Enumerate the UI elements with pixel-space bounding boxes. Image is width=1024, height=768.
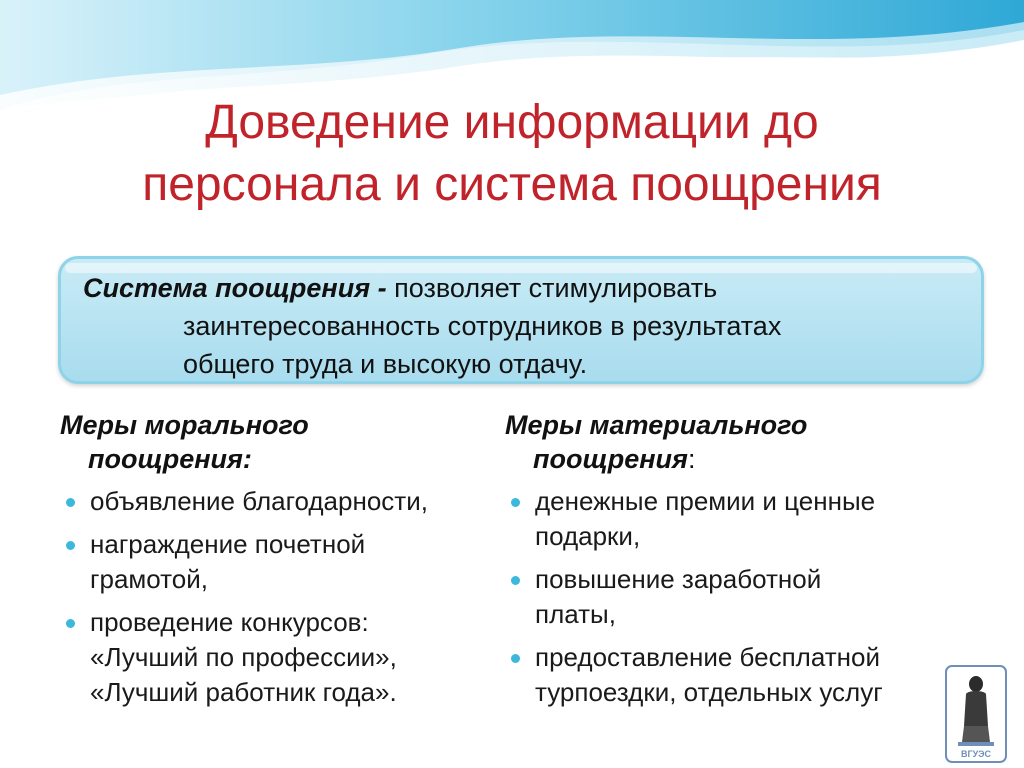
list-item-text: объявление благодарности, (90, 486, 428, 516)
list-item (505, 484, 975, 554)
list-item-text: награждение почетной (90, 529, 366, 559)
moral-list (60, 484, 492, 710)
list-item (60, 605, 492, 710)
list-item-text: «Лучший работник года». (90, 677, 397, 707)
list-item-text: проведение конкурсов: (90, 607, 369, 637)
bullet-icon (66, 619, 75, 628)
bullet-icon (66, 541, 75, 550)
material-heading-line-2-wrap (505, 442, 975, 476)
material-heading-line-1: Меры материального (505, 410, 808, 440)
list-item (60, 527, 492, 597)
material-heading-colon: : (687, 444, 696, 474)
list-item-text: подарки, (535, 521, 641, 551)
list-item (505, 562, 975, 632)
bullet-icon (66, 498, 75, 507)
title-line-1: Доведение информации до (205, 96, 819, 149)
material-measures-column (505, 408, 975, 728)
definition-line-3: общего труда и высокую отдачу. (183, 349, 588, 379)
definition-dash: - (377, 273, 387, 303)
logo-label: ВГУЭС (961, 749, 991, 759)
university-logo-icon (944, 664, 1008, 764)
definition-box (58, 256, 984, 384)
definition-line-2: заинтересованность сотрудников в результатах (183, 311, 782, 341)
title-line-2: персонала и система поощрения (142, 158, 882, 211)
bullet-icon (511, 498, 520, 507)
material-list (505, 484, 975, 710)
list-item-text: денежные премии и ценные (535, 486, 876, 516)
list-item (60, 484, 492, 519)
material-heading (505, 408, 975, 476)
moral-heading (60, 408, 492, 476)
moral-heading-line-1: Меры морального (60, 410, 309, 440)
list-item-text: предоставление бесплатной (535, 642, 880, 672)
moral-heading-line-2: поощрения: (88, 444, 252, 474)
list-item (505, 640, 975, 710)
definition-line-1: позволяет стимулировать (394, 273, 718, 303)
bullet-icon (511, 654, 520, 663)
list-item-text: повышение заработной (535, 564, 822, 594)
list-item-text: турпоездки, отдельных услуг (535, 677, 883, 707)
definition-term: Система поощрения (83, 273, 371, 303)
bullet-icon (511, 576, 520, 585)
list-item-text: грамотой, (90, 564, 208, 594)
material-heading-line-2: поощрения (533, 444, 688, 474)
definition-text (83, 269, 963, 383)
moral-measures-column (60, 408, 492, 728)
list-item-text: платы, (535, 599, 616, 629)
list-item-text: «Лучший по профессии», (90, 642, 397, 672)
page-title (0, 92, 1024, 216)
